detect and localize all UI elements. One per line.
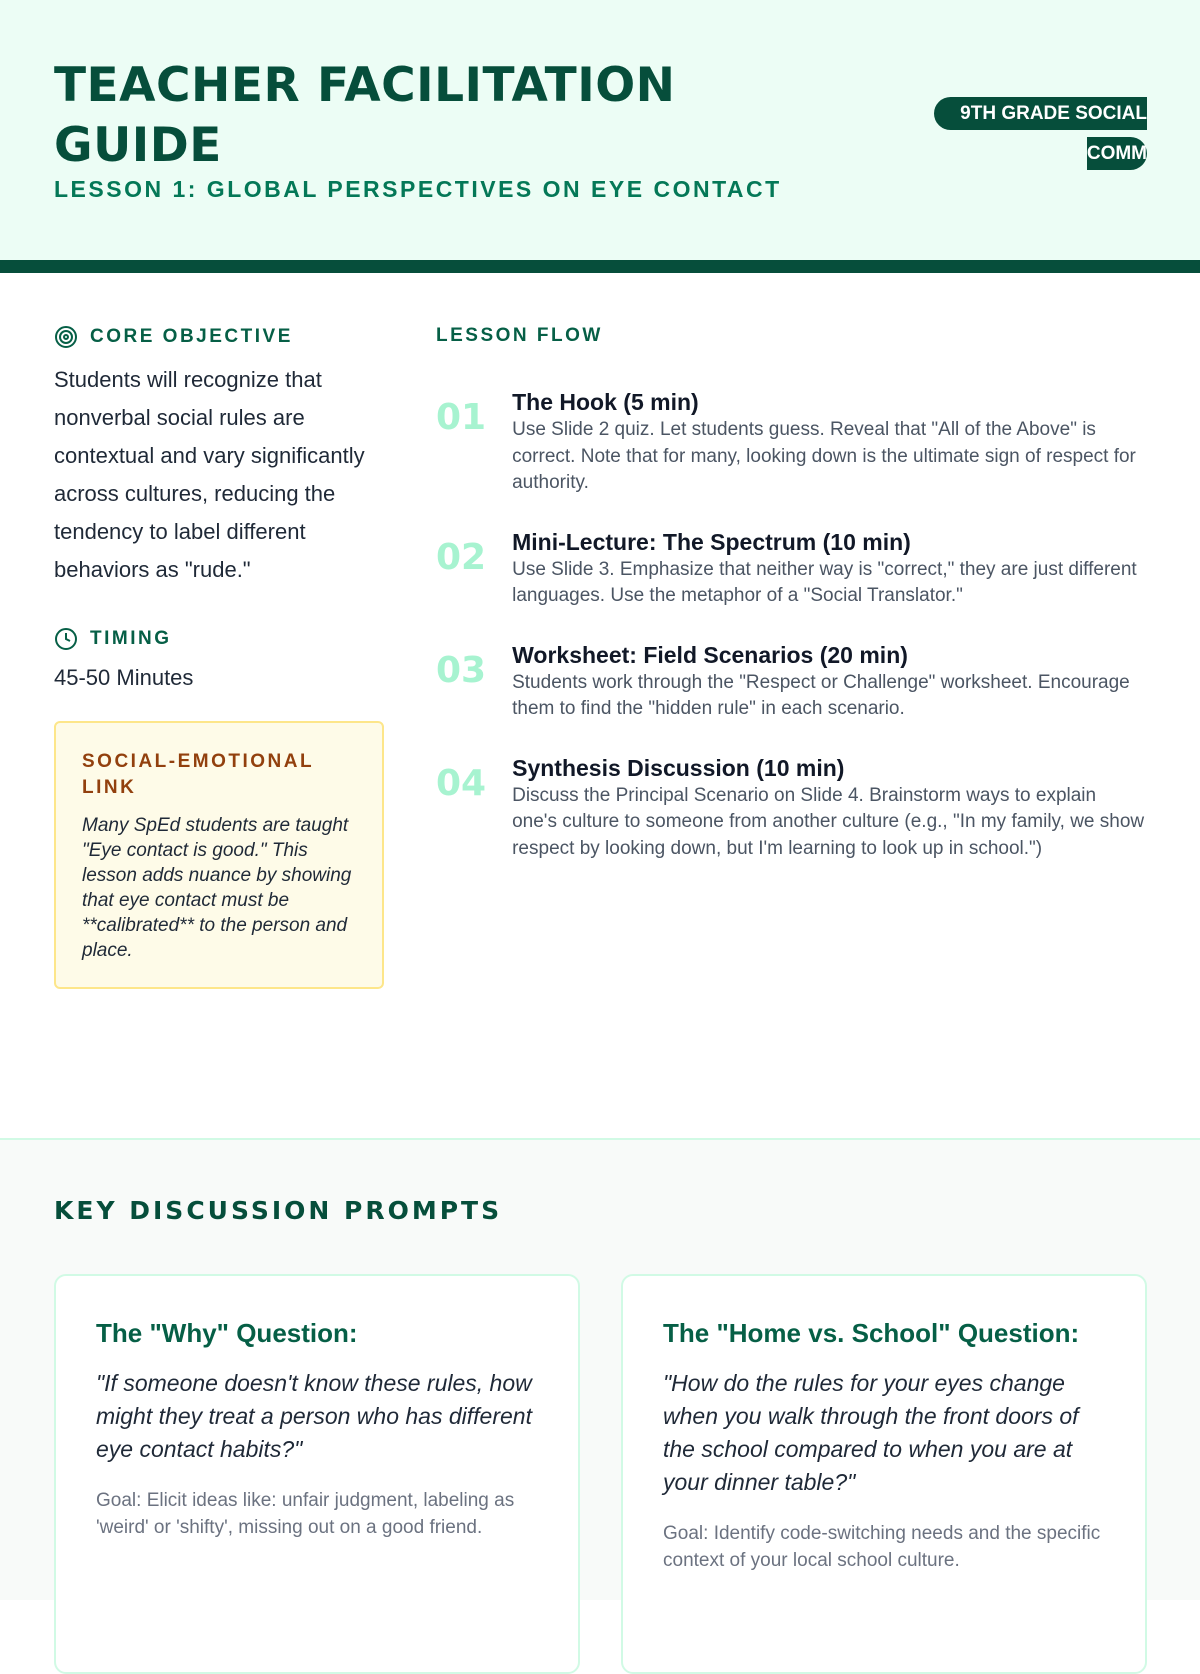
prompt-card [621,1274,1147,1674]
flow-step [436,753,1146,863]
step-desc: Use Slide 3. Emphasize that neither way is "correct," they are just different languages. Use the metaphor of a "Social Translator." [512,558,1137,606]
step-title: The Hook (5 min) [512,389,699,415]
lesson-subtitle: LESSON 1: GLOBAL PERSPECTIVES ON EYE CONTACT [54,176,782,202]
timing-value: 45-50 Minutes [54,665,194,690]
objective-text: Students will recognize that nonverbal social rules are contextual and vary significantly across cultures, reducing the tendency to label different behaviors as "rude." [54,367,365,582]
social-emotional-link-box [54,721,384,989]
step-desc: Students work through the "Respect or Challenge" worksheet. Encourage them to find the "hidden rule" in each scenario. [512,671,1130,719]
header [0,0,1200,273]
prompt-quote: "If someone doesn't know these rules, how might they treat a person who has different eye contact habits?" [96,1370,532,1462]
timing-heading [54,627,384,651]
prompt-title: The "Home vs. School" Question: [663,1318,1080,1348]
prompt-title: The "Why" Question: [96,1318,358,1348]
step-title: Worksheet: Field Scenarios (20 min) [512,641,908,668]
grade-badge: 9TH GRADE SOCIAL COMM [934,97,1147,170]
prompt-card [54,1274,580,1674]
discussion-prompts-section [0,1138,1200,1600]
step-title: Synthesis Discussion (10 min) [512,754,845,781]
clock-icon [54,627,78,651]
sidebar [54,325,384,989]
sel-text: Many SpEd students are taught "Eye contact is good." This lesson adds nuance by showing that eye contact must be **calibrated** to the person and place. [82,815,352,961]
target-icon [54,325,78,349]
step-number: 01 [436,397,487,438]
grade-badge-wrap [925,94,1147,174]
step-title: Mini-Lecture: The Spectrum (10 min) [512,528,911,555]
step-number: 03 [436,649,487,691]
flow-step [436,640,1146,723]
prompts-heading: KEY DISCUSSION PROMPTS [54,1196,503,1225]
objective-heading-label: CORE OBJECTIVE [90,326,293,347]
flow-step [436,527,1146,610]
step-number: 04 [436,762,487,804]
step-number: 02 [436,536,487,578]
page-title: TEACHER FACILITATION GUIDE [54,58,676,173]
objective-heading [54,325,384,349]
sel-heading: SOCIAL-EMOTIONAL LINK [82,751,314,798]
prompt-quote: "How do the rules for your eyes change when you walk through the front doors of the school compared to when you are at your dinner table?" [663,1370,1079,1495]
lesson-flow-heading: LESSON FLOW [436,325,603,346]
lesson-flow [436,325,1146,862]
flow-step [436,387,1146,497]
timing-heading-label: TIMING [90,628,172,649]
step-desc: Use Slide 2 quiz. Let students guess. Reveal that "All of the Above" is correct. Note that for many, looking down is the ultimate sign of respect for authority. [512,419,1136,493]
prompt-goal: Goal: Identify code-switching needs and the specific context of your local school culture. [663,1523,1101,1571]
prompt-goal: Goal: Elicit ideas like: unfair judgment, labeling as 'weird' or 'shifty', missing out on a good friend. [96,1490,515,1538]
step-desc: Discuss the Principal Scenario on Slide 4. Brainstorm ways to explain one's culture to someone from another culture (e.g., "In my family, we show respect by looking down, but I'm learning to look up in school.") [512,784,1145,859]
